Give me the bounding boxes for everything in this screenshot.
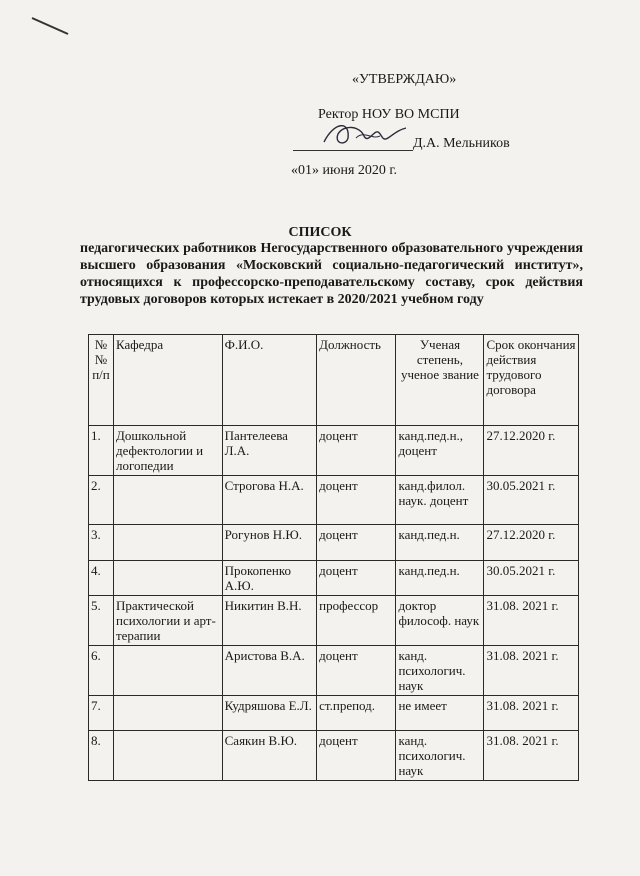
- cell-degree: канд.пед.н.: [396, 525, 484, 561]
- table-row: [89, 646, 579, 696]
- table-row: [89, 731, 579, 781]
- cell-fio: Аристова В.А.: [222, 646, 317, 696]
- header-num: №№ п/п: [89, 335, 114, 426]
- cell-fio: Никитин В.Н.: [222, 596, 317, 646]
- pen-mark: [30, 14, 70, 38]
- cell-degree: канд.филол. наук. доцент: [396, 476, 484, 525]
- signature: [320, 116, 410, 152]
- cell-degree: канд.пед.н., доцент: [396, 426, 484, 476]
- table-row: [89, 596, 579, 646]
- cell-num: 1.: [89, 426, 114, 476]
- cell-dept: [113, 696, 222, 731]
- cell-fio: Прокопенко А.Ю.: [222, 561, 317, 596]
- cell-num: 3.: [89, 525, 114, 561]
- document-title: СПИСОК: [288, 225, 352, 240]
- cell-end-date: 27.12.2020 г.: [484, 525, 579, 561]
- cell-num: 2.: [89, 476, 114, 525]
- cell-degree: не имеет: [396, 696, 484, 731]
- approval-date: «01» июня 2020 г.: [291, 163, 398, 178]
- header-degree: Ученая степень, ученое звание: [396, 335, 484, 426]
- cell-dept: Дошкольной дефектологии и логопедии: [113, 426, 222, 476]
- cell-dept: [113, 476, 222, 525]
- cell-position: доцент: [317, 646, 396, 696]
- approval-position: Ректор НОУ ВО МСПИ: [318, 107, 460, 122]
- cell-dept: [113, 646, 222, 696]
- cell-end-date: 31.08. 2021 г.: [484, 646, 579, 696]
- cell-position: доцент: [317, 731, 396, 781]
- cell-num: 6.: [89, 646, 114, 696]
- table-row: [89, 696, 579, 731]
- document-subtitle: педагогических работников Негосударственного образовательного учреждения высшего образования «Московский социально-педагогический институт», относящихся к профессорско-преподавательскому составу, срок действия трудовых договоров которых истекает в 2020/2021 учебном году: [80, 241, 583, 307]
- cell-degree: канд.пед.н.: [396, 561, 484, 596]
- cell-degree: канд. психологич. наук: [396, 646, 484, 696]
- cell-end-date: 30.05.2021 г.: [484, 476, 579, 525]
- cell-fio: Рогунов Н.Ю.: [222, 525, 317, 561]
- header-position: Должность: [317, 335, 396, 426]
- cell-end-date: 30.05.2021 г.: [484, 561, 579, 596]
- cell-position: доцент: [317, 426, 396, 476]
- cell-dept: [113, 525, 222, 561]
- table-row: [89, 476, 579, 525]
- approval-title: «УТВЕРЖДАЮ»: [352, 72, 457, 87]
- header-fio: Ф.И.О.: [222, 335, 317, 426]
- cell-degree: доктор философ. наук: [396, 596, 484, 646]
- cell-fio: Саякин В.Ю.: [222, 731, 317, 781]
- cell-end-date: 31.08. 2021 г.: [484, 731, 579, 781]
- cell-dept: Практической психологии и арт-терапии: [113, 596, 222, 646]
- cell-dept: [113, 731, 222, 781]
- header-dept: Кафедра: [113, 335, 222, 426]
- signature-line: [293, 150, 413, 151]
- cell-num: 8.: [89, 731, 114, 781]
- cell-num: 4.: [89, 561, 114, 596]
- cell-num: 5.: [89, 596, 114, 646]
- cell-degree: канд. психологич. наук: [396, 731, 484, 781]
- cell-position: доцент: [317, 525, 396, 561]
- table-row: [89, 426, 579, 476]
- cell-position: доцент: [317, 476, 396, 525]
- staff-table: [88, 334, 579, 781]
- cell-position: профессор: [317, 596, 396, 646]
- header-end-date: Срок окончания действия трудового договора: [484, 335, 579, 426]
- cell-fio: Пантелеева Л.А.: [222, 426, 317, 476]
- table-header-row: [89, 335, 579, 426]
- cell-end-date: 27.12.2020 г.: [484, 426, 579, 476]
- cell-end-date: 31.08. 2021 г.: [484, 696, 579, 731]
- approval-name: Д.А. Мельников: [413, 136, 510, 151]
- cell-num: 7.: [89, 696, 114, 731]
- cell-end-date: 31.08. 2021 г.: [484, 596, 579, 646]
- cell-position: доцент: [317, 561, 396, 596]
- cell-position: ст.препод.: [317, 696, 396, 731]
- table-row: [89, 561, 579, 596]
- table-row: [89, 525, 579, 561]
- cell-fio: Кудряшова Е.Л.: [222, 696, 317, 731]
- cell-fio: Строгова Н.А.: [222, 476, 317, 525]
- cell-dept: [113, 561, 222, 596]
